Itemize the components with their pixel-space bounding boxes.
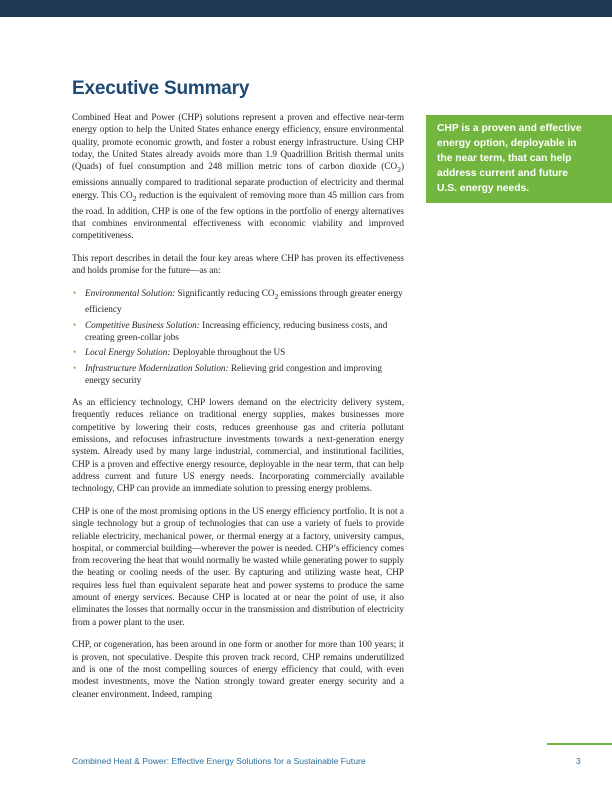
footer-rule	[547, 743, 612, 745]
list-item: • Environmental Solution: Significantly reducing $CO_2$ emissions through greater energy efficiency	[73, 288, 403, 315]
callout-line: energy option, deployable in	[437, 138, 577, 149]
body-text	[72, 111, 404, 710]
page-title: Executive Summary	[72, 78, 250, 99]
footer-title: Combined Heat & Power: Effective Energy Solutions for a Sustainable Future	[72, 756, 366, 766]
bullet-icon: •	[73, 288, 77, 299]
paragraph-intro: Combined Heat and Power (CHP) solutions represent a proven and effective near-term energy option to help the United States enhance energy efficiency, ensure environmental quality, promote economic growth, and foster a robust energy infrastructure. Using CHP today, the United States already avoids more than 1.9 Quadrillion British thermal units (Quads) of fuel consumption and 248 million metric tons of carbon dioxide $(CO_2)$ emissions annually compared to traditional separate production of electricity and thermal energy. This $CO_2$ reduction is the equivalent of removing more than 45 million cars from the road. In addition, CHP is one of the few options in the portfolio of energy alternatives that combines environmental effectiveness with economic viability and improved competitiveness.	[72, 112, 404, 241]
page-number: 3	[576, 756, 581, 766]
paragraph-key-areas: This report describes in detail the four key areas where CHP has proven its effectiveness and holds promise for the future—as an:	[72, 253, 404, 276]
bullet-icon: •	[73, 362, 77, 373]
list-item: • Infrastructure Modernization Solution: Relieving grid congestion and improving energy security	[73, 362, 382, 385]
paragraph-cogeneration: CHP, or cogeneration, has been around in one form or another for more than 100 years; it is proven, not speculative. Despite this proven track record, CHP remains underutilized and is one of the most compelling sources of energy efficiency that could, with even modest investments, move the Nation strongly toward greater energy security and a cleaner environment. Indeed, ramping	[72, 639, 404, 699]
list-item: • Local Energy Solution: Deployable throughout the US	[73, 347, 286, 358]
list-item: • Competitive Business Solution: Increasing efficiency, reducing business costs, and creating green-collar jobs	[73, 319, 388, 342]
bullet-icon: •	[73, 319, 77, 330]
paragraph-efficiency: As an efficiency technology, CHP lowers demand on the electricity delivery system, frequently reduces reliance on traditional energy supplies, makes businesses more competitive by lowering their costs, reduces greenhouse gas and criteria pollutant emissions, and refocuses infrastructure investments towards a next-generation energy system. Already used by many large industrial, commercial, and institutional facilities, CHP is a proven and effective energy resource, deployable in the near term, that can help address current and future US energy needs. Incorporating commercially available technology, CHP can provide an immediate solution to pressing energy problems.	[72, 397, 404, 494]
bullet-icon: •	[73, 347, 77, 358]
key-areas-list	[72, 287, 404, 386]
callout-line: address current and future	[437, 168, 569, 179]
callout-line: CHP is a proven and effective	[437, 123, 582, 134]
header-bar	[0, 0, 612, 17]
paragraph-promising-options: CHP is one of the most promising options in the US energy efficiency portfolio. It is not a single technology but a group of technologies that can use a variety of fuels to provide reliable electricity, mechanical power, or thermal energy at a factory, university campus, hospital, or commercial building—wherever the power is needed. CHP’s efficiency comes from recovering the heat that would normally be wasted while generating power to supply the heating or cooling needs of the user. By capturing and utilizing waste heat, CHP requires less fuel than equivalent separate heat and power systems to produce the same amount of energy services. Because CHP is located at or near the point of use, it also eliminates the losses that normally occur in the transmission and distribution of electricity from a power plant to the user.	[72, 506, 405, 627]
callout-line: the near term, that can help	[437, 153, 572, 164]
callout-line: U.S. energy needs.	[437, 183, 530, 194]
callout-box	[426, 115, 612, 203]
